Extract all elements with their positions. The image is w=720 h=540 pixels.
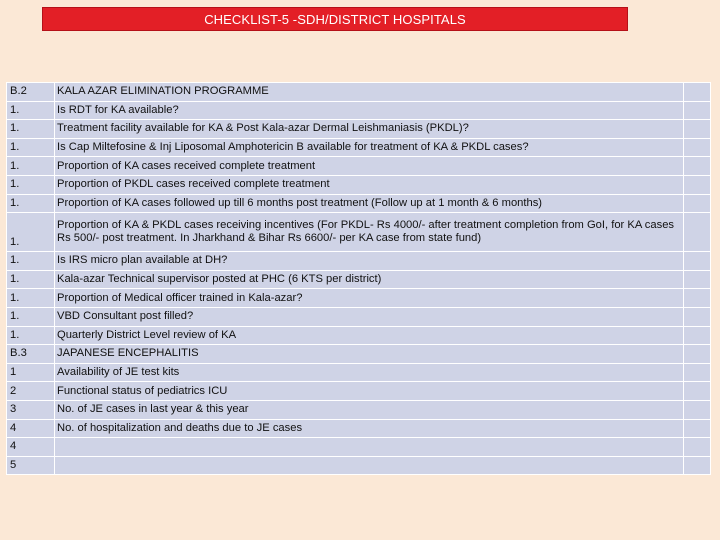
table-row (7, 120, 711, 139)
table-row (7, 289, 711, 308)
row-text: No. of hospitalization and deaths due to JE cases (55, 419, 684, 438)
row-number: 1. (7, 101, 55, 120)
table-row (7, 307, 711, 326)
row-response-cell[interactable] (684, 252, 711, 271)
row-number: 1. (7, 138, 55, 157)
row-text: Kala-azar Technical supervisor posted at PHC (6 KTS per district) (55, 270, 684, 289)
row-text: Proportion of KA & PKDL cases receiving incentives (For PKDL- Rs 4000/- after treatment completion from GoI, for KA cases Rs 500/- post treatment. In Jharkhand & Bihar Rs 6600/- per KA case from state fund) (55, 213, 684, 252)
row-response-cell[interactable] (684, 270, 711, 289)
row-response-cell[interactable] (684, 101, 711, 120)
row-number: 3 (7, 400, 55, 419)
table-row (7, 213, 711, 252)
row-response-cell[interactable] (684, 194, 711, 213)
page-title: CHECKLIST-5 -SDH/DISTRICT HOSPITALS (204, 11, 466, 27)
row-response-cell[interactable] (684, 363, 711, 382)
row-response-cell[interactable] (684, 419, 711, 438)
table-row (7, 138, 711, 157)
row-response-cell[interactable] (684, 345, 711, 364)
table-row (7, 252, 711, 271)
row-number: 1. (7, 307, 55, 326)
table-row (7, 326, 711, 345)
row-text: No. of JE cases in last year & this year (55, 400, 684, 419)
row-number: 4 (7, 419, 55, 438)
row-response-cell[interactable] (684, 213, 711, 252)
row-number: 1. (7, 194, 55, 213)
row-text: Functional status of pediatrics ICU (55, 382, 684, 401)
row-text: Treatment facility available for KA & Post Kala-azar Dermal Leishmaniasis (PKDL)? (55, 120, 684, 139)
row-text: Is IRS micro plan available at DH? (55, 252, 684, 271)
row-text: JAPANESE ENCEPHALITIS (55, 345, 684, 364)
row-response-cell[interactable] (684, 400, 711, 419)
row-number: 1. (7, 252, 55, 271)
table-row (7, 345, 711, 364)
row-number: 1. (7, 157, 55, 176)
row-number: 1. (7, 289, 55, 308)
table-row (7, 382, 711, 401)
row-number: 4 (7, 438, 55, 457)
row-text: VBD Consultant post filled? (55, 307, 684, 326)
row-number: 1 (7, 363, 55, 382)
row-response-cell[interactable] (684, 83, 711, 102)
row-text: Is Cap Miltefosine & Inj Liposomal Amphotericin B available for treatment of KA & PKDL cases? (55, 138, 684, 157)
row-text: Proportion of KA cases followed up till 6 months post treatment (Follow up at 1 month & 6 months) (55, 194, 684, 213)
row-text: Is RDT for KA available? (55, 101, 684, 120)
table-row (7, 419, 711, 438)
row-number: 5 (7, 456, 55, 475)
row-text: Quarterly District Level review of KA (55, 326, 684, 345)
row-number: 1. (7, 213, 55, 252)
row-text: Proportion of KA cases received complete treatment (55, 157, 684, 176)
row-number: 1. (7, 326, 55, 345)
table-row (7, 400, 711, 419)
row-text: KALA AZAR ELIMINATION PROGRAMME (55, 83, 684, 102)
table-row (7, 194, 711, 213)
row-response-cell[interactable] (684, 157, 711, 176)
table-row (7, 175, 711, 194)
row-text (55, 438, 684, 457)
row-number: 1. (7, 175, 55, 194)
table-row (7, 157, 711, 176)
row-response-cell[interactable] (684, 138, 711, 157)
row-number: B.2 (7, 83, 55, 102)
table-row (7, 363, 711, 382)
row-number: 1. (7, 270, 55, 289)
row-response-cell[interactable] (684, 438, 711, 457)
row-text: Proportion of PKDL cases received complete treatment (55, 175, 684, 194)
checklist-table (6, 82, 711, 475)
row-text: Availability of JE test kits (55, 363, 684, 382)
row-text: Proportion of Medical officer trained in Kala-azar? (55, 289, 684, 308)
row-response-cell[interactable] (684, 382, 711, 401)
row-response-cell[interactable] (684, 456, 711, 475)
row-response-cell[interactable] (684, 175, 711, 194)
row-response-cell[interactable] (684, 326, 711, 345)
row-response-cell[interactable] (684, 289, 711, 308)
row-text (55, 456, 684, 475)
row-number: 1. (7, 120, 55, 139)
table-row (7, 83, 711, 102)
row-response-cell[interactable] (684, 307, 711, 326)
title-banner (42, 7, 628, 31)
table-row (7, 270, 711, 289)
table-row (7, 101, 711, 120)
row-response-cell[interactable] (684, 120, 711, 139)
row-number: 2 (7, 382, 55, 401)
table-row (7, 456, 711, 475)
row-number: B.3 (7, 345, 55, 364)
table-row (7, 438, 711, 457)
